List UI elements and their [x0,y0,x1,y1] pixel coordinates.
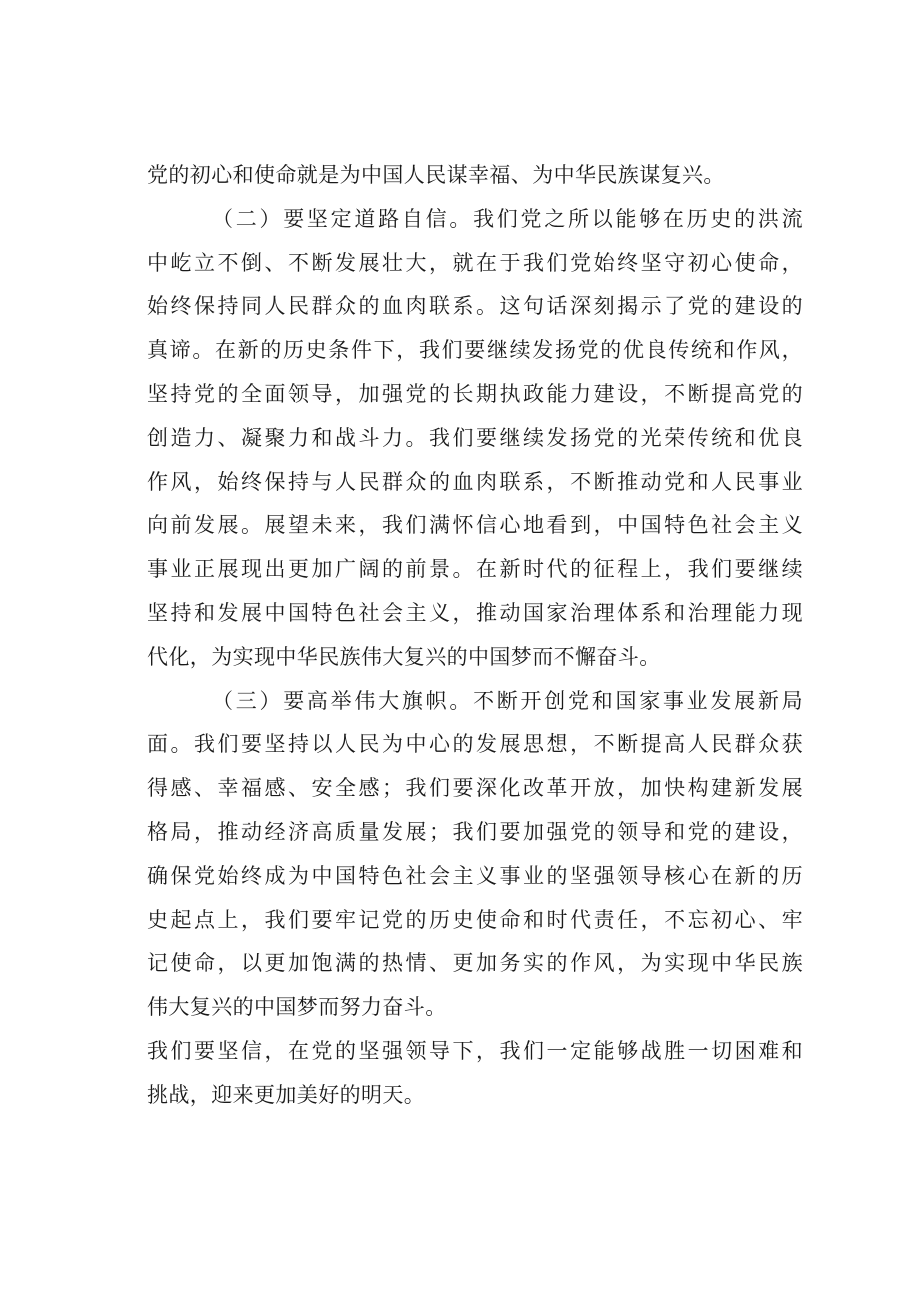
text-line: 始终保持同人民群众的血肉联系。这句话深刻揭示了党的建设的 [147,294,803,319]
text-line: 面。我们要坚持以人民为中心的发展思想，不断提高人民群众获 [147,732,803,757]
text-line: 史起点上，我们要牢记党的历史使命和时代责任，不忘初心、牢 [147,907,803,932]
text-line: 坚持党的全面领导，加强党的长期执政能力建设，不断提高党的 [147,381,803,406]
text-line: 得感、幸福感、安全感；我们要深化改革开放，加快构建新发展 [147,776,803,801]
text-line: 确保党始终成为中国特色社会主义事业的坚强领导核心在新的历 [147,863,803,888]
text-line: 创造力、凝聚力和战斗力。我们要继续发扬党的光荣传统和优良 [147,425,803,450]
paragraph-1 [147,154,803,198]
text-line: 记使命，以更加饱满的热情、更加务实的作风，为实现中华民族 [147,951,803,976]
text-line: 真谛。在新的历史条件下，我们要继续发扬党的优良传统和作风， [147,338,803,363]
text-line: （三）要高举伟大旗帜。不断开创党和国家事业发展新局 [212,688,803,713]
text-line: 中屹立不倒、不断发展壮大，就在于我们党始终坚守初心使命， [147,250,803,275]
document-body [147,154,803,1118]
text-line: 代化，为实现中华民族伟大复兴的中国梦而不懈奋斗。 [147,644,661,669]
text-line: 事业正展现出更加广阔的前景。在新时代的征程上，我们要继续 [147,557,803,582]
text-line: 挑战，迎来更加美好的明天。 [147,1082,426,1107]
text-line: 格局，推动经济高质量发展；我们要加强党的领导和党的建设， [147,819,803,844]
text-line: 作风，始终保持与人民群众的血肉联系，不断推动党和人民事业 [147,469,803,494]
paragraph-4 [147,1030,803,1118]
text-line: （二）要坚定道路自信。我们党之所以能够在历史的洪流 [212,206,803,231]
paragraph-3 [147,680,803,1030]
text-line: 党的初心和使命就是为中国人民谋幸福、为中华民族谋复兴。 [147,163,725,187]
paragraph-2 [147,198,803,680]
text-line: 坚持和发展中国特色社会主义，推动国家治理体系和治理能力现 [147,600,803,625]
text-line: 向前发展。展望未来，我们满怀信心地看到，中国特色社会主义 [147,513,803,538]
text-line: 我们要坚信，在党的坚强领导下，我们一定能够战胜一切困难和 [147,1038,803,1063]
text-line: 伟大复兴的中国梦而努力奋斗。 [147,995,447,1020]
